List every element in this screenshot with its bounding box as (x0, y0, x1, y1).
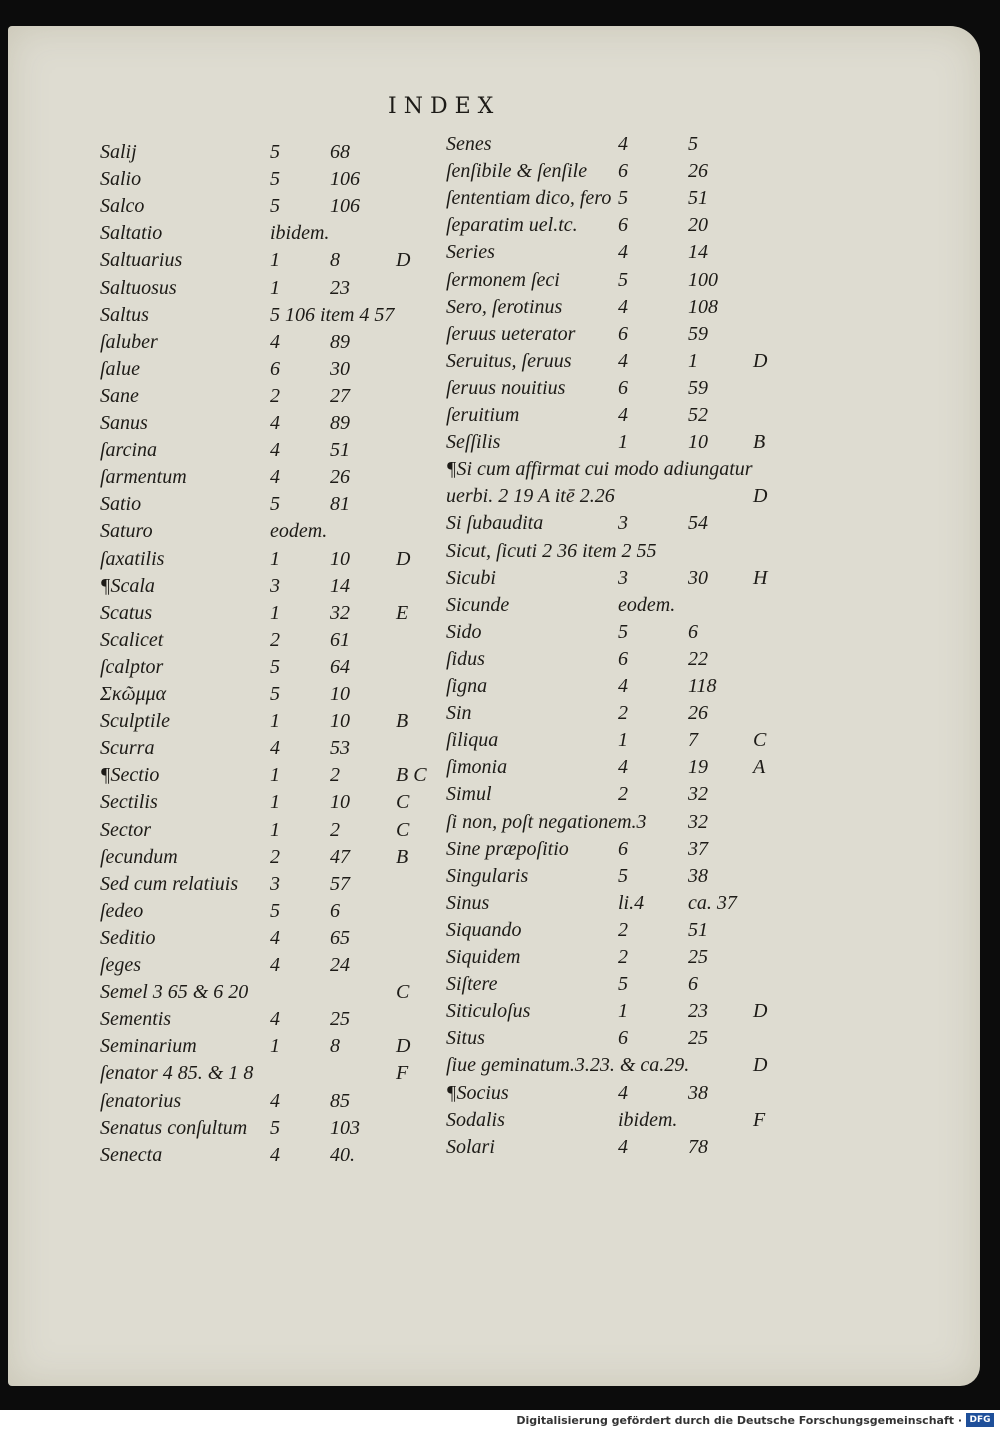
entry-page: 1 (688, 349, 698, 372)
entry-term: ſi non, poſt negationem.3 (446, 810, 647, 833)
entry-book: 4 (270, 926, 280, 949)
entry-term: Saltus (100, 303, 149, 326)
index-entry (8, 946, 980, 973)
entry-book: 5 (270, 195, 280, 218)
entry-page: 32 (688, 783, 708, 806)
entry-book: li.4 (618, 891, 645, 914)
entry-page: 30 (330, 357, 350, 380)
entry-term: Seſſilis (446, 431, 501, 454)
index-entry (8, 811, 980, 838)
entry-book: 1 (618, 431, 628, 454)
entry-page: 22 (688, 647, 708, 670)
entry-page: 7 (688, 729, 698, 752)
entry-book: 1 (270, 1035, 280, 1058)
entry-page: 65 (330, 926, 350, 949)
entry-book: 5 (270, 493, 280, 516)
entry-book: 5 106 item 4 57 (270, 303, 395, 326)
entry-page: 10 (688, 431, 708, 454)
entry-term: Solari (446, 1135, 495, 1158)
entry-book: 4 (270, 1008, 280, 1031)
entry-term: ſeruus ueterator (446, 322, 576, 345)
entry-section: D (753, 1054, 768, 1077)
entry-section: D (396, 249, 411, 272)
entry-book: 1 (270, 764, 280, 787)
entry-section: B (753, 431, 766, 454)
index-entry (8, 1054, 980, 1081)
entry-book: 4 (618, 1081, 628, 1104)
index-entry (8, 214, 980, 241)
entry-term: Senecta (100, 1143, 163, 1166)
index-entry (8, 567, 980, 594)
entry-book: 6 (618, 160, 628, 183)
entry-term: ſalue (100, 357, 140, 380)
entry-book: 4 (270, 1143, 280, 1166)
entry-page: 6 (688, 973, 698, 996)
entry-page: 38 (688, 864, 708, 887)
entry-book: 4 (618, 1135, 628, 1158)
entry-book: 1 (270, 818, 280, 841)
entry-term: Seruitus, ſeruus (446, 349, 572, 372)
entry-term: ſigna (446, 675, 488, 697)
entry-term: uerbi. 2 19 A itē 2.26 (446, 485, 615, 508)
index-entry (8, 269, 980, 296)
entry-book: eodem. (270, 520, 328, 543)
footer-bar (0, 1412, 1000, 1430)
index-entry (8, 187, 980, 214)
entry-term: ¶Sectio (100, 764, 160, 787)
entry-page: 100 (688, 268, 718, 291)
index-entry (8, 1136, 980, 1163)
entry-book: 4 (270, 954, 280, 976)
entry-term: Sectilis (100, 791, 158, 814)
entry-book: 1 (270, 276, 280, 299)
entry-page: 32 (688, 810, 708, 833)
entry-page: 59 (688, 322, 708, 345)
entry-book: 5 (270, 683, 280, 705)
entry-page: 6 (330, 899, 340, 922)
entry-book: 6 (270, 357, 280, 380)
entry-page: 51 (330, 439, 350, 462)
entry-book: 1 (270, 249, 280, 272)
entry-page: 47 (330, 845, 350, 868)
entry-term: ſedeo (100, 899, 144, 922)
entry-term: Seditio (100, 926, 156, 949)
entry-page: 20 (688, 214, 708, 237)
entry-page: 51 (688, 918, 708, 941)
entry-page: 26 (688, 160, 708, 183)
entry-term: Senatus conſultum (100, 1116, 248, 1139)
entry-page: 57 (330, 872, 350, 895)
entry-book: 2 (618, 702, 628, 725)
index-entry (8, 838, 980, 865)
entry-book: ibidem. (270, 222, 330, 245)
entry-term: ſaluber (100, 330, 158, 353)
entry-book: 3 (270, 872, 280, 895)
index-entry (8, 241, 980, 268)
entry-book: 2 (618, 918, 628, 941)
entry-page: 85 (330, 1089, 350, 1112)
entry-term: ſiue geminatum.3.23. & ca.29. (446, 1054, 690, 1077)
entry-page: 25 (688, 1027, 708, 1050)
entry-term: ſententiam dico, fero (446, 187, 612, 210)
index-entry (8, 296, 980, 323)
entry-page: 89 (330, 412, 350, 434)
entry-page: 40. (330, 1143, 355, 1166)
entry-term: ſiliqua (446, 729, 499, 752)
entry-book: 3 (618, 512, 628, 535)
entry-term: Senes (446, 133, 492, 155)
index-entry (8, 458, 980, 485)
entry-term: ſenator 4 85. & 1 8 (100, 1062, 254, 1085)
entry-book: 4 (618, 241, 628, 264)
entry-term: ſeruus nouitius (446, 376, 566, 399)
entry-page: 26 (688, 702, 708, 725)
entry-term: Siquando (446, 918, 522, 941)
index-entry (8, 594, 980, 621)
entry-page: 118 (688, 675, 717, 697)
entry-term: Sido (446, 620, 482, 643)
entry-term: Si ſubaudita (446, 512, 544, 535)
entry-page: 30 (688, 566, 708, 589)
entry-book: 3 (618, 566, 628, 589)
entry-term: Sanus (100, 412, 148, 434)
entry-book: 6 (618, 214, 628, 237)
entry-term: Salij (100, 141, 137, 163)
index-entry (8, 621, 980, 648)
entry-term: Scatus (100, 601, 153, 624)
entry-page: 51 (688, 187, 708, 210)
entry-book: 5 (618, 268, 628, 291)
entry-book: 5 (270, 141, 280, 163)
entry-book: 4 (618, 404, 628, 426)
index-entry (8, 160, 980, 187)
entry-book: 4 (270, 330, 280, 353)
entry-book: 5 (618, 864, 628, 887)
entry-term: Semel 3 65 & 6 20 (100, 981, 249, 1004)
entry-term: Sero, ſerotinus (446, 295, 563, 318)
entry-section: C (753, 729, 767, 752)
entry-page: 8 (330, 1035, 340, 1058)
entry-book: 3 (270, 574, 280, 597)
entry-book: 2 (270, 384, 280, 407)
entry-page: 14 (688, 241, 708, 264)
entry-book: 4 (270, 412, 280, 434)
entry-section: H (753, 566, 768, 589)
entry-book: 6 (618, 376, 628, 399)
entry-page: 61 (330, 628, 350, 651)
index-entry (8, 729, 980, 756)
entry-book: 1 (618, 729, 628, 752)
entry-section: C (396, 791, 410, 814)
entry-book: 1 (270, 601, 280, 624)
page-heading: INDEX (388, 94, 501, 119)
entry-term: Sin (446, 702, 472, 725)
entry-term: Scurra (100, 737, 155, 760)
index-entry (8, 133, 980, 160)
entry-page: 10 (330, 547, 350, 570)
entry-term: Sane (100, 384, 139, 407)
entry-page: 81 (330, 493, 350, 516)
index-entry (8, 323, 980, 350)
entry-page: 78 (688, 1135, 708, 1158)
entry-term: ſeges (100, 954, 142, 976)
index-entry (8, 919, 980, 946)
entry-book: 4 (618, 133, 628, 155)
entry-book: eodem. (618, 593, 676, 616)
entry-page: 26 (330, 466, 350, 489)
entry-book: 1 (270, 547, 280, 570)
entry-term: ſermonem ſeci (446, 268, 560, 291)
entry-page: 2 (330, 818, 340, 841)
entry-term: Simul (446, 783, 492, 806)
entry-book: 2 (270, 845, 280, 868)
entry-page: 106 (330, 168, 360, 191)
entry-term: Saltuosus (100, 276, 177, 299)
dfg-logo: DFG (966, 1413, 994, 1427)
entry-book: 2 (270, 628, 280, 651)
index-entry (8, 350, 980, 377)
entry-section: F (396, 1062, 409, 1085)
entry-term: Saltatio (100, 222, 163, 245)
entry-page: 24 (330, 954, 350, 976)
entry-book: 1 (270, 710, 280, 733)
entry-book: 6 (618, 1027, 628, 1050)
entry-book: 4 (618, 756, 628, 779)
index-entry (8, 892, 980, 919)
entry-book: 4 (618, 675, 628, 697)
entry-term: Satio (100, 493, 142, 516)
entry-section: C (396, 981, 410, 1004)
entry-page: 25 (688, 946, 708, 968)
entry-section: D (396, 547, 411, 570)
entry-book: 6 (618, 322, 628, 345)
entry-page: 23 (330, 276, 350, 299)
entry-term: Sed cum relatiuis (100, 872, 239, 895)
entry-page: 54 (688, 512, 708, 535)
entry-term: ſidus (446, 647, 485, 670)
index-entry (8, 865, 980, 892)
entry-section: D (753, 349, 768, 372)
entry-page: 103 (330, 1116, 360, 1139)
index-entry (8, 1000, 980, 1027)
index-entry (8, 540, 980, 567)
entry-section: A (753, 756, 766, 779)
index-entry (8, 512, 980, 539)
entry-term: ſimonia (446, 756, 508, 779)
entry-term: ſaxatilis (100, 547, 165, 570)
entry-term: Sodalis (446, 1108, 505, 1131)
entry-term: Series (446, 241, 495, 264)
index-entry (8, 783, 980, 810)
entry-term: ſeruitium (446, 404, 520, 426)
entry-book: 1 (270, 791, 280, 814)
index-entry (8, 1109, 980, 1136)
entry-term: Sculptile (100, 710, 170, 733)
entry-term: ¶Scala (100, 574, 155, 597)
index-entry (8, 1082, 980, 1109)
entry-term: Salco (100, 195, 145, 218)
entry-term: Sicut, ſicuti 2 36 item 2 55 (446, 539, 657, 562)
entry-page: 23 (688, 1000, 708, 1023)
entry-book: 2 (618, 946, 628, 968)
entry-page: 10 (330, 791, 350, 814)
funding-credit: Digitalisierung gefördert durch die Deutsche Forschungsgemeinschaft · (516, 1414, 962, 1427)
index-entry (8, 702, 980, 729)
entry-term: ¶Si cum affirmat cui modo adiungatur (446, 458, 753, 481)
entry-book: 6 (618, 837, 628, 860)
index-entry (8, 648, 980, 675)
entry-page: 52 (688, 404, 708, 426)
entry-page: 68 (330, 141, 350, 163)
entry-section: B (396, 845, 409, 868)
entry-term: Sementis (100, 1008, 172, 1031)
entry-section: B C (396, 764, 427, 787)
entry-section: D (753, 485, 768, 508)
entry-page: 27 (330, 384, 350, 407)
entry-term: Scalicet (100, 628, 164, 651)
entry-term: Siticuloſus (446, 1000, 531, 1023)
entry-book: 5 (270, 1116, 280, 1139)
entry-term: ſarcina (100, 439, 158, 462)
entry-term: ſecundum (100, 845, 178, 868)
entry-page: 19 (688, 756, 708, 779)
entry-term: Salio (100, 168, 142, 191)
entry-term: ſarmentum (100, 466, 187, 489)
entry-book: 5 (618, 187, 628, 210)
entry-term: Sicunde (446, 593, 510, 616)
entry-term: ¶Socius (446, 1081, 509, 1104)
entry-section: E (396, 601, 409, 624)
entry-section: C (396, 818, 410, 841)
entry-term: Singularis (446, 864, 529, 887)
entry-term: Σκῶμμα (100, 683, 167, 705)
entry-term: ſenſibile & ſenſile (446, 160, 588, 183)
index-entry (8, 973, 980, 1000)
entry-page: 10 (330, 683, 350, 705)
entry-page: 5 (688, 133, 698, 155)
index-entry (8, 404, 980, 431)
entry-page: 37 (688, 837, 708, 860)
index-entry (8, 377, 980, 404)
entry-term: Saltuarius (100, 249, 183, 272)
entry-term: ſenatorius (100, 1089, 182, 1112)
entry-term: Siquidem (446, 946, 521, 968)
entry-book: 5 (270, 655, 280, 678)
entry-section: B (396, 710, 409, 733)
entry-book: 5 (618, 620, 628, 643)
entry-book: 4 (270, 1089, 280, 1112)
index-entry (8, 485, 980, 512)
entry-book: 5 (618, 973, 628, 996)
entry-book: 5 (270, 168, 280, 191)
entry-page: 89 (330, 330, 350, 353)
entry-term: Sector (100, 818, 152, 841)
entry-section: D (753, 1000, 768, 1023)
entry-page: 14 (330, 574, 350, 597)
entry-book: 4 (270, 439, 280, 462)
entry-page: 8 (330, 249, 340, 272)
entry-book: 5 (270, 899, 280, 922)
entry-section: F (753, 1108, 766, 1131)
entry-book: ibidem. (618, 1108, 678, 1131)
entry-term: Situs (446, 1027, 485, 1050)
entry-page: 6 (688, 620, 698, 643)
index-entry (8, 675, 980, 702)
entry-term: Seminarium (100, 1035, 197, 1058)
entry-book: 1 (618, 1000, 628, 1023)
entry-page: 108 (688, 295, 718, 318)
index-entry (8, 1027, 980, 1054)
entry-term: ſcalptor (100, 655, 164, 678)
entry-term: ſeparatim uel.tc. (446, 214, 578, 237)
entry-page: 2 (330, 764, 340, 787)
entry-book: 4 (270, 466, 280, 489)
entry-page: 106 (330, 195, 360, 218)
entry-book: 4 (618, 349, 628, 372)
book-page (8, 26, 980, 1386)
index-entry (8, 431, 980, 458)
index-entry (8, 756, 980, 783)
entry-page: 38 (688, 1081, 708, 1104)
entry-page: 64 (330, 655, 350, 678)
entry-book: 6 (618, 647, 628, 670)
entry-page: 53 (330, 737, 350, 760)
entry-term: Saturo (100, 520, 153, 543)
entry-term: Sinus (446, 891, 490, 914)
entry-book: 4 (618, 295, 628, 318)
entry-book: 4 (270, 737, 280, 760)
entry-page: 25 (330, 1008, 350, 1031)
entry-page: 10 (330, 710, 350, 733)
entry-term: Siſtere (446, 973, 498, 996)
entry-section: D (396, 1035, 411, 1058)
entry-term: Sine præpoſitio (446, 837, 569, 860)
entry-term: Sicubi (446, 566, 496, 589)
entry-page: ca. 37 (688, 891, 737, 914)
entry-book: 2 (618, 783, 628, 806)
entry-page: 59 (688, 376, 708, 399)
entry-page: 32 (330, 601, 350, 624)
